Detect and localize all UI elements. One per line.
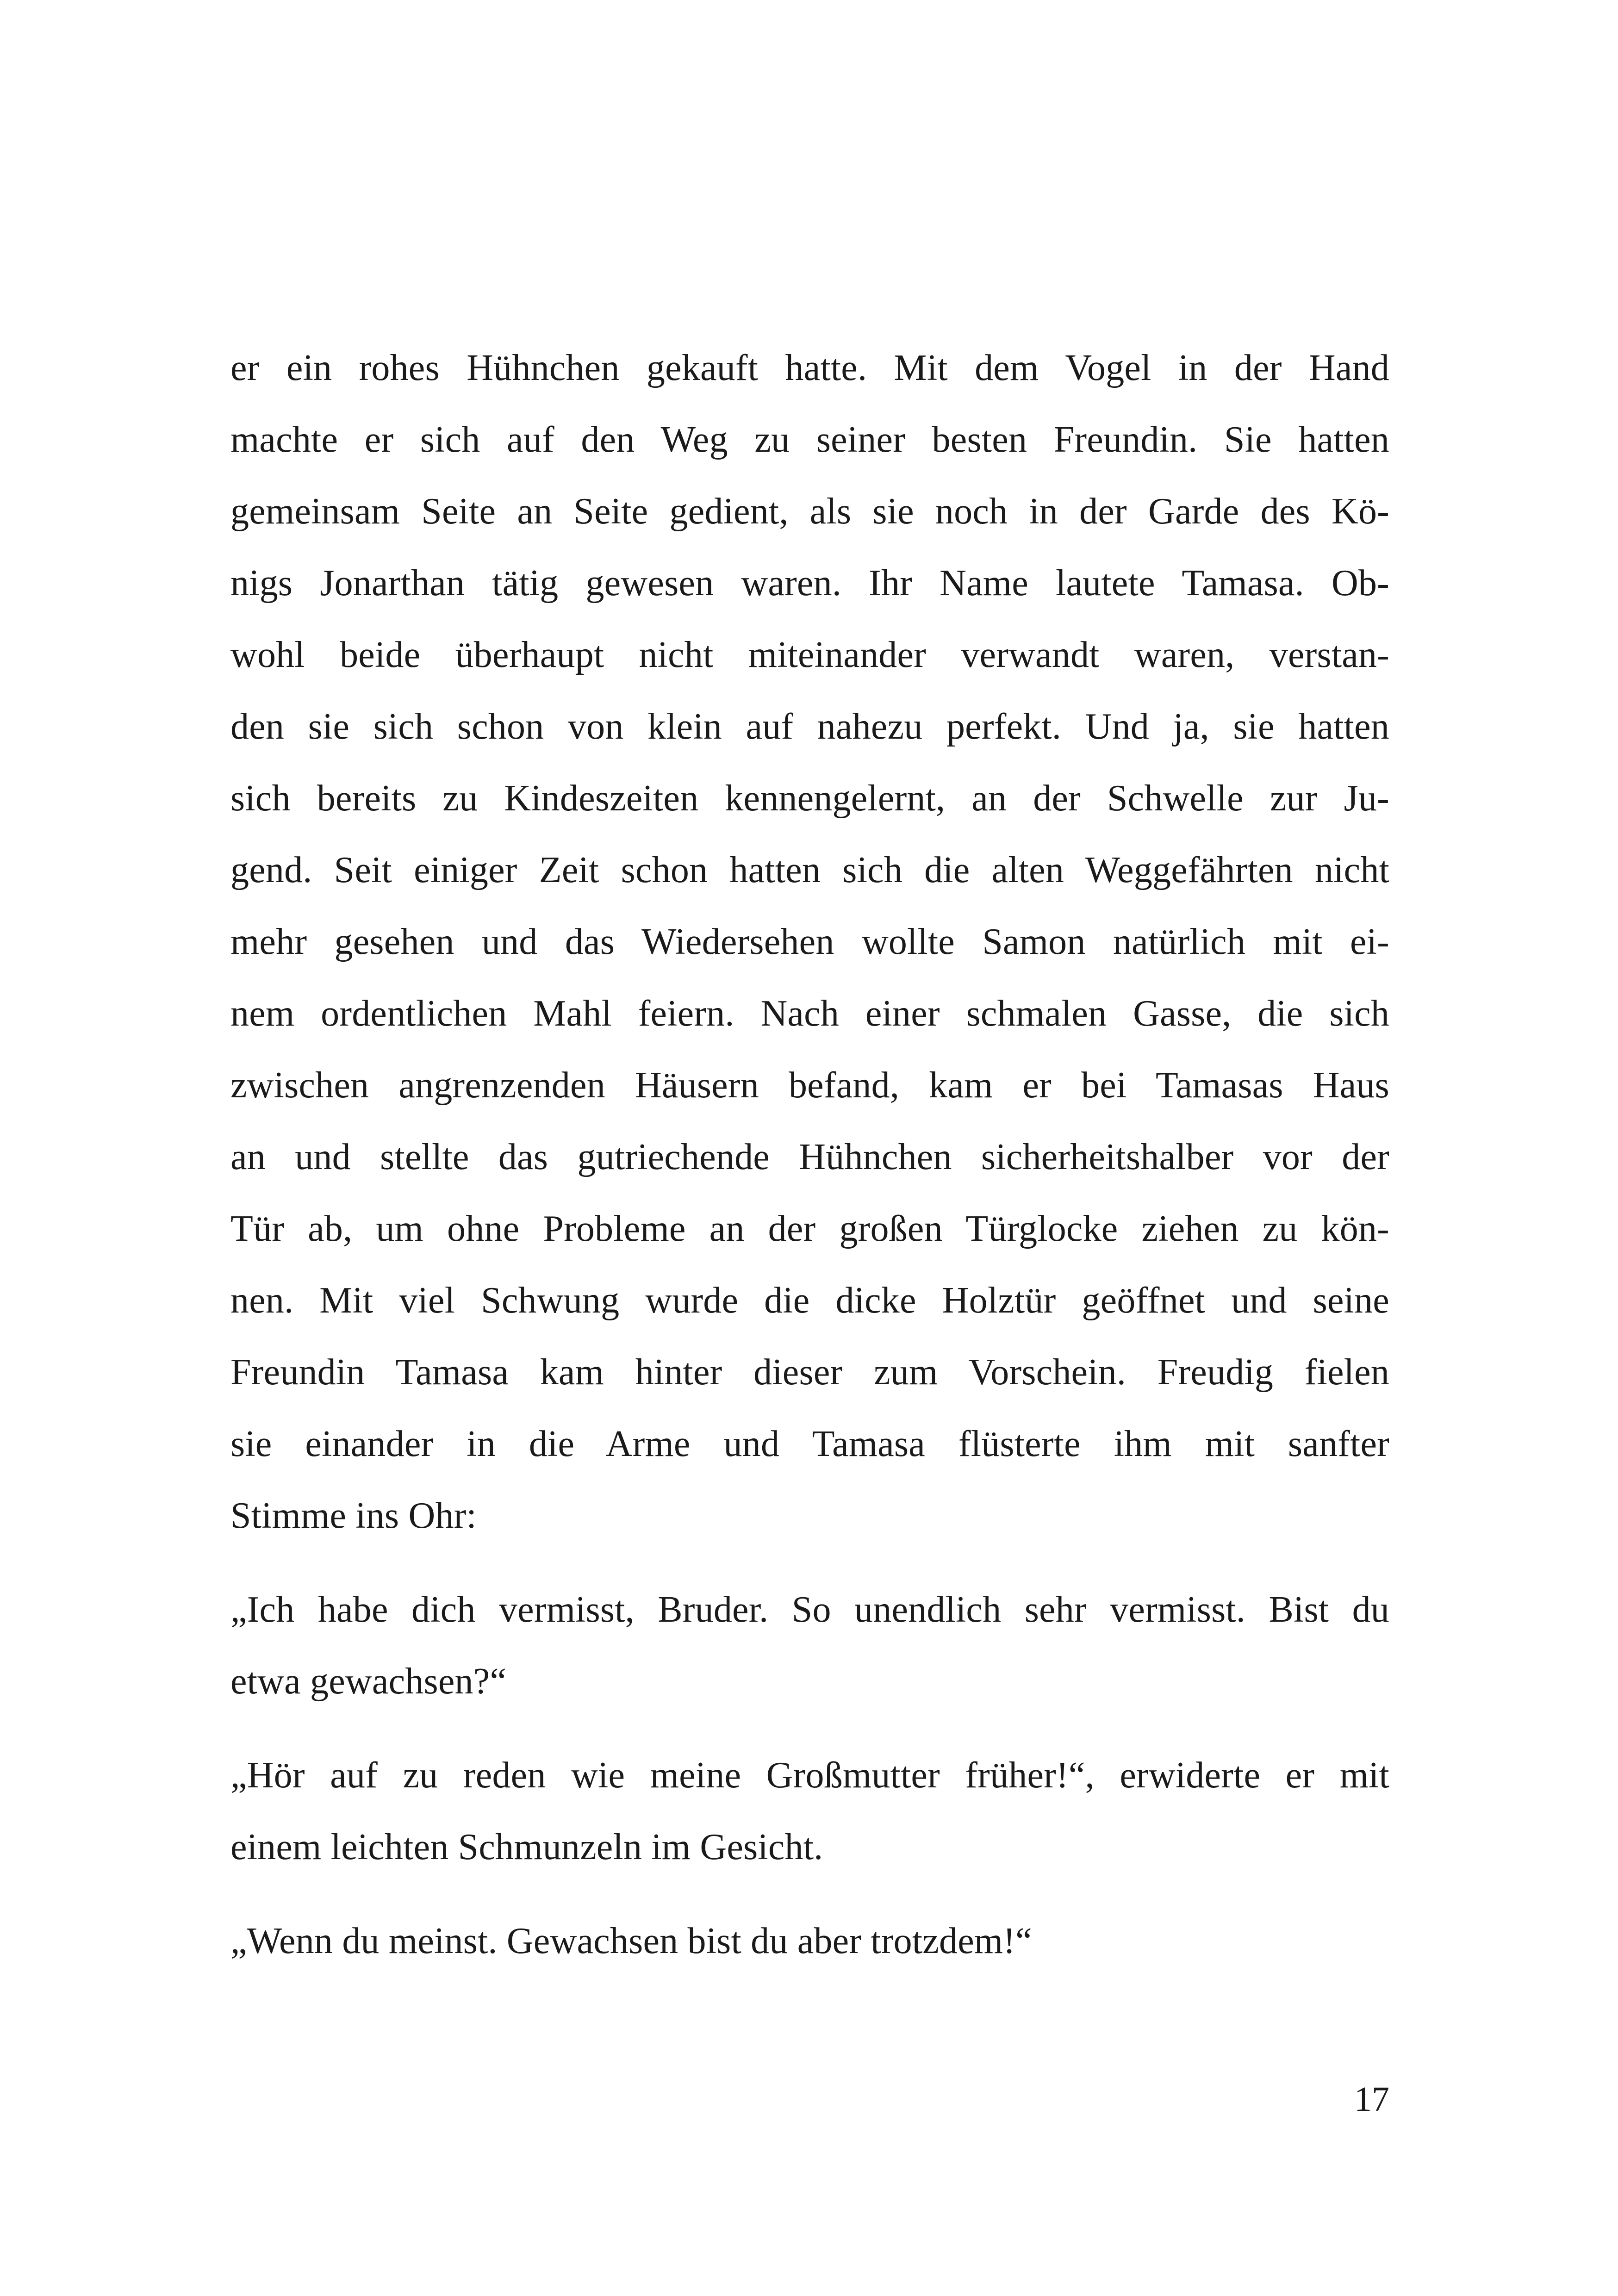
text-line: „Hör auf zu reden wie meine Großmutter früher!“, erwiderte er mit [230, 1755, 1389, 1796]
text-line: sich bereits zu Kindeszeiten kennengelernt, an der Schwelle zur Ju- [230, 778, 1389, 819]
text-line: Freundin Tamasa kam hinter dieser zum Vorschein. Freudig fielen [230, 1352, 1389, 1393]
text-line: etwa gewachsen?“ [230, 1661, 507, 1702]
dialog-paragraph-1 [230, 1574, 1389, 1717]
text-line: nen. Mit viel Schwung wurde die dicke Holztür geöffnet und seine [230, 1280, 1389, 1321]
text-line: nem ordentlichen Mahl feiern. Nach einer schmalen Gasse, die sich [230, 993, 1389, 1034]
page-number: 17 [1354, 2080, 1389, 2119]
paragraph [230, 332, 1389, 1552]
dialog-paragraph-2 [230, 1740, 1389, 1883]
page-body [230, 332, 1389, 1977]
text-line: sie einander in die Arme und Tamasa flüsterte ihm mit sanfter [230, 1424, 1389, 1464]
text-line: den sie sich schon von klein auf nahezu perfekt. Und ja, sie hatten [230, 706, 1389, 747]
text-line: er ein rohes Hühnchen gekauft hatte. Mit dem Vogel in der Hand [230, 348, 1389, 388]
text-line: „Ich habe dich vermisst, Bruder. So unendlich sehr vermisst. Bist du [230, 1589, 1389, 1630]
text-line: Stimme ins Ohr: [230, 1495, 477, 1536]
text-line: mehr gesehen und das Wiedersehen wollte Samon natürlich mit ei- [230, 921, 1389, 962]
text-line: „Wenn du meinst. Gewachsen bist du aber trotzdem!“ [230, 1921, 1032, 1961]
text-line: an und stellte das gutriechende Hühnchen sicherheitshalber vor der [230, 1137, 1389, 1177]
text-line: gemeinsam Seite an Seite gedient, als sie noch in der Garde des Kö- [230, 491, 1389, 532]
text-line: nigs Jonarthan tätig gewesen waren. Ihr Name lautete Tamasa. Ob- [230, 563, 1389, 604]
dialog-paragraph-3 [230, 1905, 1389, 1977]
text-line: Tür ab, um ohne Probleme an der großen Türglocke ziehen zu kön- [230, 1208, 1389, 1249]
text-line: einem leichten Schmunzeln im Gesicht. [230, 1827, 823, 1867]
text-line: wohl beide überhaupt nicht miteinander verwandt waren, verstan- [230, 635, 1389, 675]
text-line: zwischen angrenzenden Häusern befand, kam er bei Tamasas Haus [230, 1065, 1389, 1106]
text-line: gend. Seit einiger Zeit schon hatten sich die alten Weggefährten nicht [230, 850, 1389, 890]
text-line: machte er sich auf den Weg zu seiner besten Freundin. Sie hatten [230, 419, 1389, 460]
